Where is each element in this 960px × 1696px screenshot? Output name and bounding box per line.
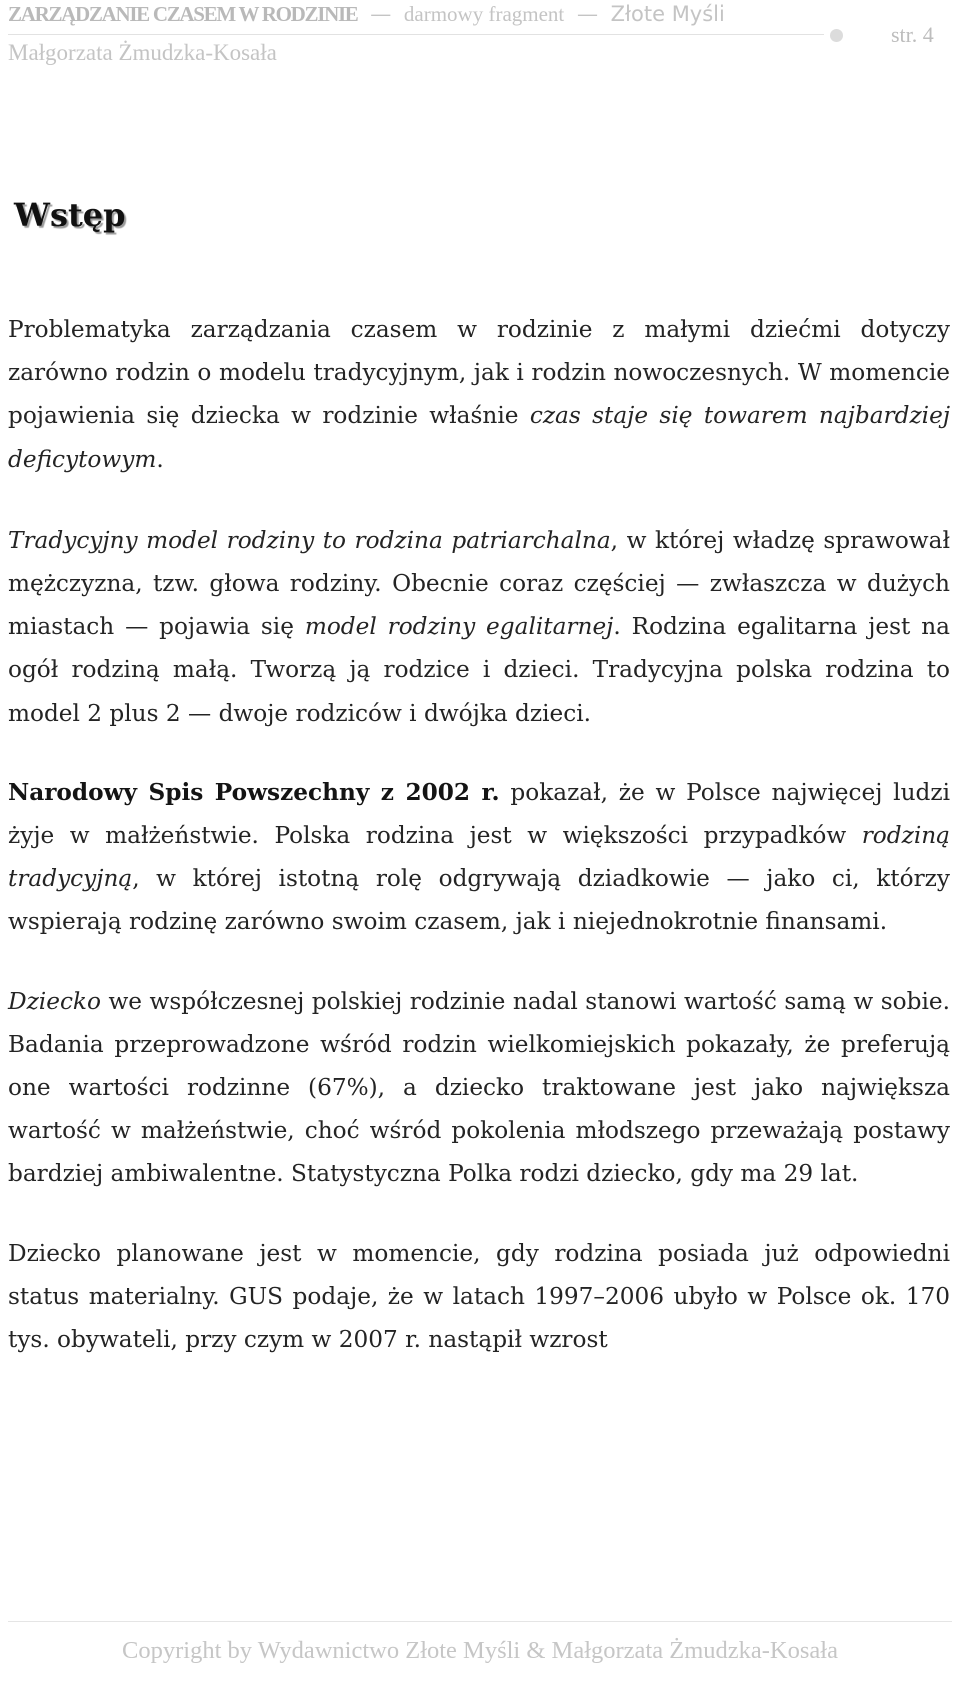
paragraph-1 [8,308,950,481]
paragraph-2 [8,519,950,735]
paragraph-4-text: we współczesnej polskiej rodzinie nadal stanowi wartość samą w sobie. Badania przeprowadzone wśród rodzin wielkomiejskich pokazały, że preferują one wartości rodzinne (67%), a dziecko traktowane jest jako największa wartość w małżeństwie, choć wśród pokolenia młodszego przeważają postawy bardziej ambiwalentne. Statystyczna Polka rodzi dziecko, gdy ma 29 lat. [8,987,950,1188]
paragraph-5 [8,1232,950,1362]
paragraph-2-emphasis-2: model rodziny egalitarnej [304,613,614,641]
page-footer: Copyright by Wydawnictwo Złote Myśli & Małgorzata Żmudzka-Kosała [122,1637,838,1664]
section-heading: Wstęp [14,196,126,234]
page-header [8,0,952,80]
paragraph-1-text: Problematyka zarządzania czasem w rodzinie z małymi dziećmi dotyczy zarówno rodzin o modelu tradycyjnym, jak i rodzin nowoczesnych. W momencie pojawienia się dziecka w rodzinie właśnie [8,316,950,430]
paragraph-3-text-1: pokazał, że w Polsce najwięcej ludzi żyje w małżeństwie. Polska rodzina jest w większości przypadków [8,778,950,850]
header-title-line [8,2,725,27]
paragraph-2-text-1: , w której władzę sprawował mężczyzna, tzw. głowa rodziny. Obecnie coraz częściej — zwłaszcza w dużych miastach — pojawia się [8,526,950,641]
page-number: str. 4 [891,22,934,47]
paragraph-2-emphasis-1: Tradycyjny model rodziny to rodzina patriarchalna [8,526,611,554]
header-dash-2: — [576,2,598,26]
paragraph-3 [8,771,950,944]
paragraph-3-bold: Narodowy Spis Powszechny z 2002 r. [8,778,500,806]
body-text [8,308,950,1397]
book-title: ZARZĄDZANIE CZASEM W RODZINIE [8,2,358,26]
footer-rule [8,1621,952,1622]
paragraph-3-emphasis: rodziną tradycyjną [8,822,950,893]
fragment-label: darmowy fragment [403,2,565,26]
bullet-dot-icon [830,29,843,42]
paragraph-1-end: . [156,445,164,473]
header-author: Małgorzata Żmudzka-Kosała [8,40,277,65]
paragraph-4-emphasis: Dziecko [8,987,101,1015]
header-rule [8,34,824,35]
paragraph-3-text-2: , w której istotną rolę odgrywają dziadkowie — jako ci, którzy wspierają rodzinę zarówno swoim czasem, jak i niejednokrotnie finansami. [8,865,950,936]
paragraph-5-text: Dziecko planowane jest w momencie, gdy rodzina posiada już odpowiedni status materialny. GUS podaje, że w latach 1997–2006 ubyło w Polsce ok. 170 tys. obywateli, przy czym w 2007 r. nastąpił wzrost [8,1239,950,1354]
paragraph-2-text-2: . Rodzina egalitarna jest na ogół rodziną małą. Tworzą ją rodzice i dzieci. Tradycyjna polska rodzina to model 2 plus 2 — dwoje rodziców i dwójka dzieci. [8,613,950,727]
publisher-name: Złote Myśli [610,2,725,26]
paragraph-1-emphasis: czas staje się towarem najbardziej deficytowym [8,402,951,473]
header-dash: — [370,2,392,26]
paragraph-4 [8,980,950,1196]
